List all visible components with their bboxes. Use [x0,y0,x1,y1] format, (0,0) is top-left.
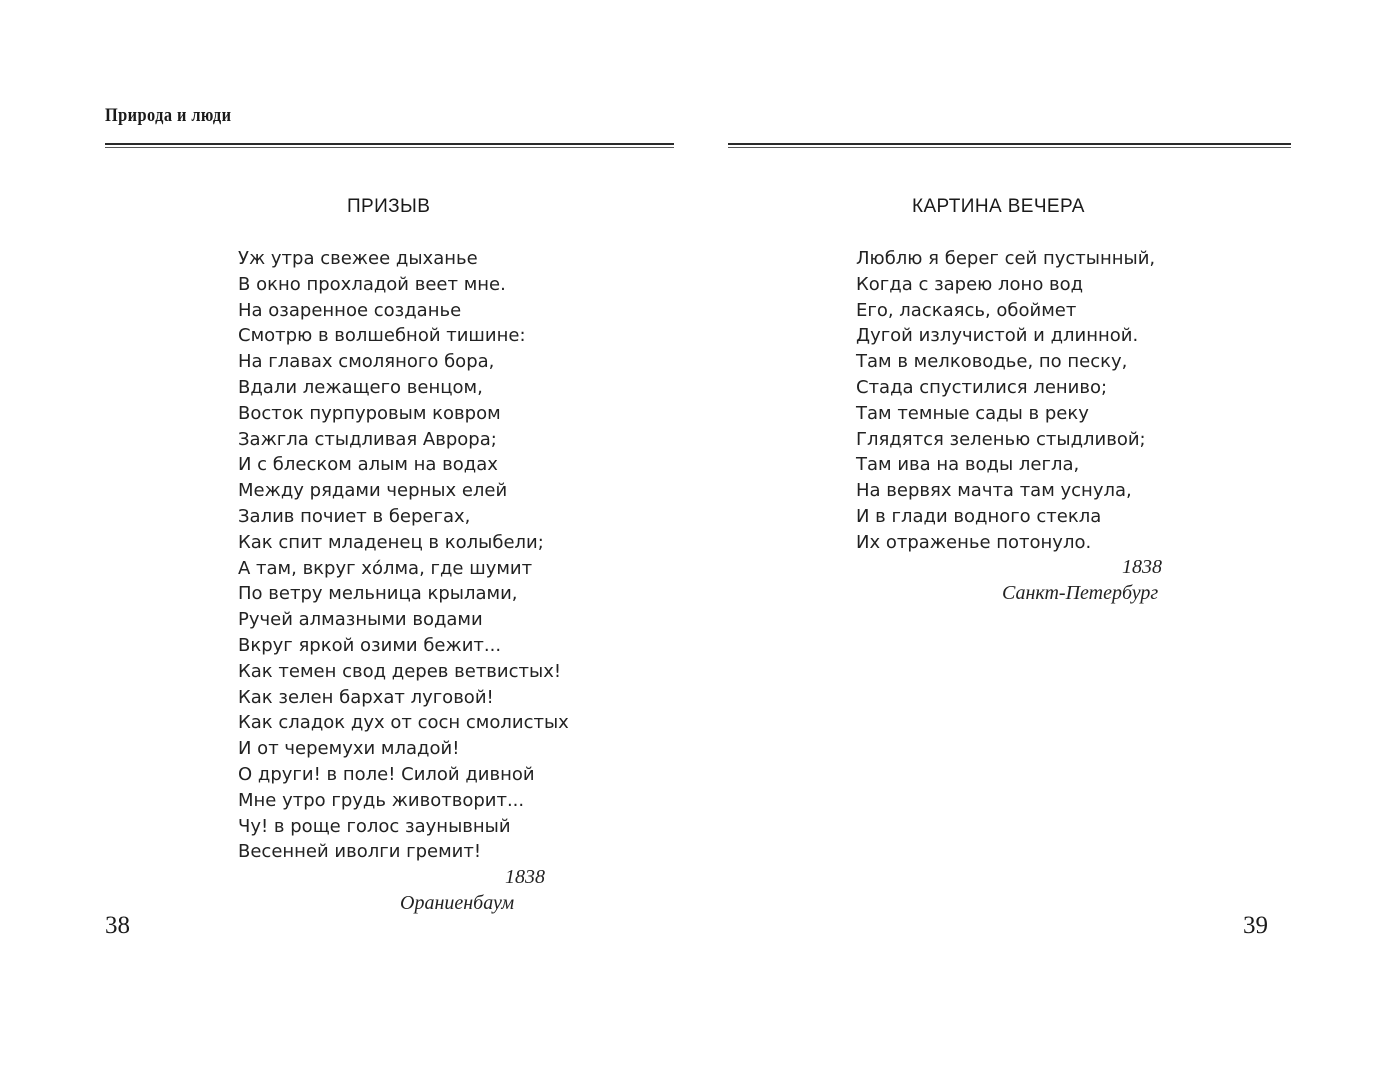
poem-line: Как зелен бархат луговой! [238,686,494,708]
poem-line: Как спит младенец в колыбели; [238,531,544,553]
poem-text [856,246,1155,556]
poem-line: Дугой излучистой и длинной. [856,325,1139,347]
poem-place: Санкт-Петербург [1002,582,1159,604]
running-head: Природа и люди [105,105,232,126]
poem-line: А там, вкруг хо́лма, где шумит [238,557,533,579]
poem-line: Там ива на воды легла, [856,454,1080,476]
poem-line: Весенней иволги гремит! [238,841,482,863]
poem-line: На главах смоляного бора, [238,351,495,373]
poem-title: КАРТИНА ВЕЧЕРА [912,196,1085,217]
poem-line: И с блеском алым на водах [238,454,498,476]
poem-line: И от черемухи младой! [238,738,460,760]
poem-line: Как темен свод дерев ветвистых! [238,660,562,682]
header-rule [728,143,1291,149]
poem-line: Там темные сады в реку [856,402,1089,424]
poem-date: 1838 [505,866,545,888]
page-number: 38 [105,912,130,939]
poem-text [238,246,569,865]
page-number: 39 [1243,912,1268,939]
poem-line: Там в мелководье, по песку, [856,351,1128,373]
poem-line: Их отраженье потонуло. [856,531,1092,553]
poem-line: Залив почиет в берегах, [238,505,471,527]
poem-line: Стада спустилися лениво; [856,376,1108,398]
poem-line: Вдали лежащего венцом, [238,376,483,398]
poem-line: Восток пурпуровым ковром [238,402,501,424]
poem-line: На озаренное созданье [238,299,462,321]
poem-date: 1838 [1122,556,1162,578]
poem-title: ПРИЗЫВ [347,196,431,217]
poem-line: Его, ласкаясь, обоймет [856,299,1077,321]
right-page [686,0,1373,1080]
poem-line: Мне утро грудь животворит... [238,789,525,811]
poem-line: По ветру мельница крылами, [238,583,518,605]
poem-line: Глядятся зеленью стыдливой; [856,428,1146,450]
poem-line: В окно прохладой веет мне. [238,273,506,295]
left-page [0,0,686,1080]
poem-line: Между рядами черных елей [238,480,508,502]
poem-line: О други! в поле! Силой дивной [238,763,535,785]
poem-line: Как сладок дух от сосн смолистых [238,712,569,734]
poem-place: Ораниенбаум [400,892,515,914]
poem-line: И в глади водного стекла [856,505,1102,527]
poem-line: Чу! в роще голос заунывный [238,815,511,837]
poem-line: Когда с зарею лоно вод [856,273,1084,295]
header-rule [105,143,674,149]
poem-line: Уж утра свежее дыханье [238,248,478,269]
poem-line: Люблю я берег сей пустынный, [856,248,1156,269]
poem-line: Ручей алмазными водами [238,609,483,631]
poem-line: Смотрю в волшебной тишине: [238,325,526,347]
poem-line: Зажгла стыдливая Аврора; [238,428,497,450]
poem-line: Вкруг яркой озими бежит... [238,634,502,656]
poem-line: На вервях мачта там уснула, [856,480,1132,502]
